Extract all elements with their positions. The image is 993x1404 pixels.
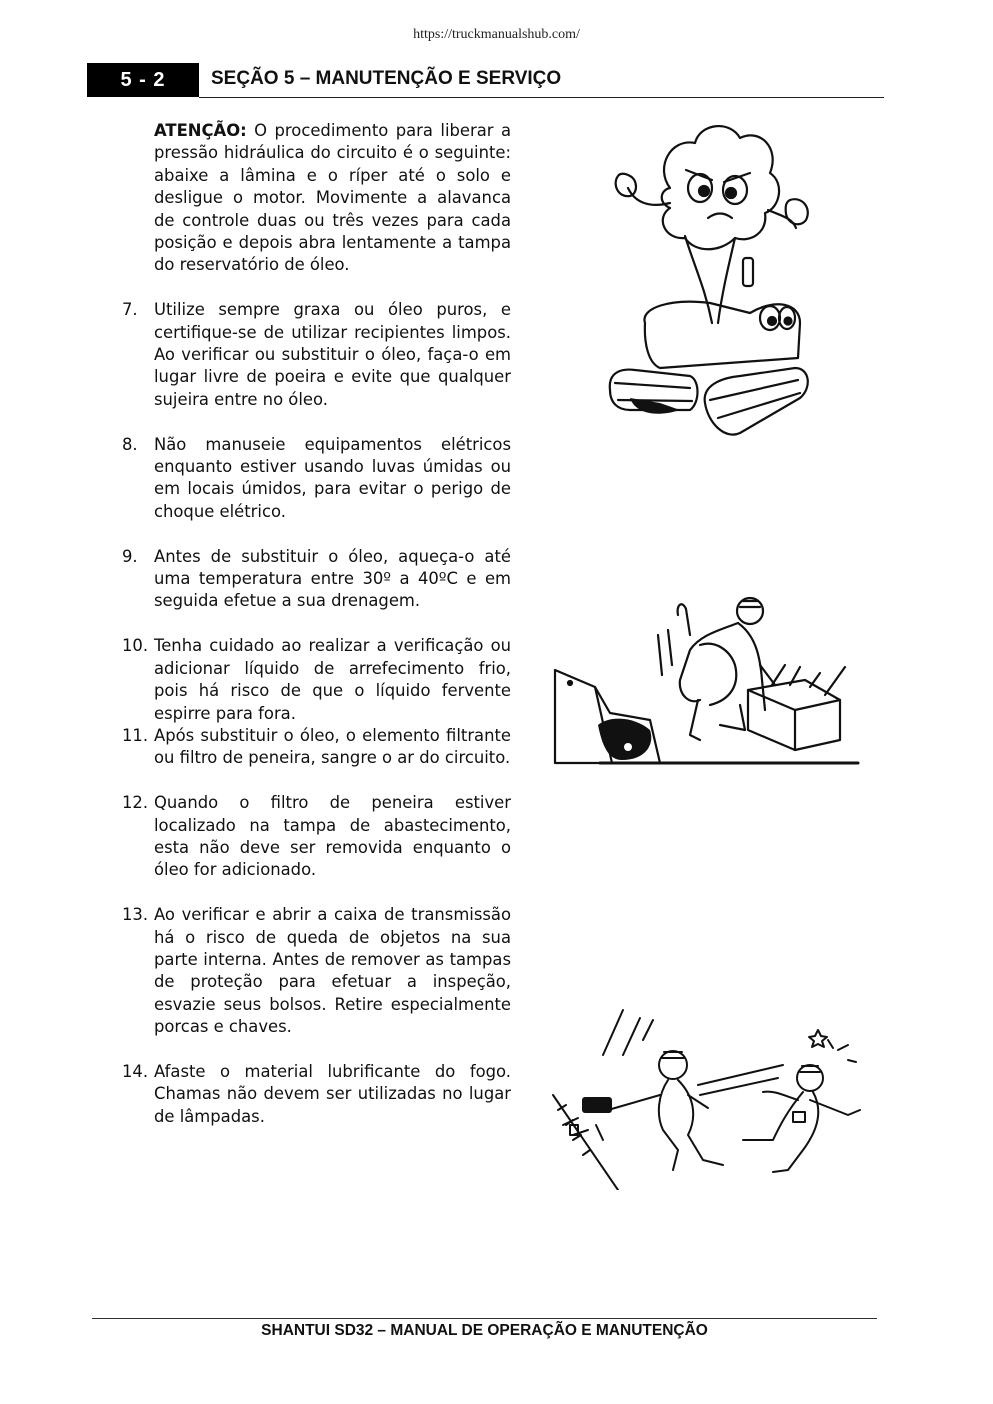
worker-toolbox-illustration bbox=[550, 595, 860, 770]
cloud-bulldozer-illustration bbox=[600, 118, 815, 453]
source-url: https://truckmanualshub.com/ bbox=[413, 27, 580, 42]
section-title: SEÇÃO 5 – MANUTENÇÃO E SERVIÇO bbox=[211, 68, 562, 89]
attention-note bbox=[122, 120, 511, 277]
item-text: Quando o filtro de peneira estiver localizado na tampa de abastecimento, esta não deve ser removida enquanto o óleo for adicionado. bbox=[154, 793, 511, 880]
item-number: 7. bbox=[122, 300, 138, 320]
item-text: Tenha cuidado ao realizar a verificação ou adicionar líquido de arrefecimento frio, pois há risco de que o líquido fervente espirre para fora. bbox=[154, 636, 511, 723]
instructions-column bbox=[122, 120, 511, 1128]
header-rule bbox=[199, 97, 884, 98]
list-item bbox=[122, 434, 511, 524]
item-text: Antes de substituir o óleo, aqueça-o até uma temperatura entre 30º a 40ºC e em seguida efetue a sua drenagem. bbox=[154, 546, 511, 611]
hammer-accident-illustration bbox=[548, 1000, 866, 1190]
list-item bbox=[122, 635, 511, 725]
item-text: Após substituir o óleo, o elemento filtrante ou filtro de peneira, sangre o ar do circuito. bbox=[154, 725, 511, 768]
list-item bbox=[122, 725, 511, 770]
item-number: 11. bbox=[122, 725, 149, 745]
footer-rule bbox=[92, 1318, 877, 1319]
list-item bbox=[122, 904, 511, 1038]
footer-title: SHANTUI SD32 – MANUAL DE OPERAÇÃO E MANUTENÇÃO bbox=[261, 1322, 708, 1339]
list-item bbox=[122, 546, 511, 613]
item-text: Não manuseie equipamentos elétricos enquanto estiver usando luvas úmidas ou em locais úmidos, para evitar o perigo de choque elétrico. bbox=[154, 434, 511, 521]
item-number: 12. bbox=[122, 793, 149, 813]
item-number: 10. bbox=[122, 636, 149, 656]
item-text: Afaste o material lubrificante do fogo. Chamas não devem ser utilizadas no lugar de lâmpadas. bbox=[154, 1061, 511, 1126]
item-text: Ao verificar e abrir a caixa de transmissão há o risco de queda de objetos na sua parte interna. Antes de remover as tampas de proteção para efetuar a inspeção, esvazie seus bolsos. Retire especialmente porcas e chaves. bbox=[154, 905, 511, 1037]
section-number-badge: 5 - 2 bbox=[87, 63, 199, 97]
attention-label: ATENÇÃO: bbox=[154, 121, 247, 140]
list-item bbox=[122, 1061, 511, 1128]
item-text: Utilize sempre graxa ou óleo puros, e certifique-se de utilizar recipientes limpos. Ao verificar ou substituir o óleo, faça-o em lugar livre de poeira e evite que qualquer sujeira entre no óleo. bbox=[154, 300, 511, 409]
item-number: 9. bbox=[122, 546, 138, 566]
item-number: 13. bbox=[122, 905, 149, 925]
item-number: 14. bbox=[122, 1061, 149, 1081]
list-item bbox=[122, 299, 511, 411]
list-item bbox=[122, 792, 511, 882]
attention-text: O procedimento para liberar a pressão hidráulica do circuito é o seguinte: abaixe a lâmina e o ríper até o solo e desligue o motor. Movimente a alavanca de controle duas ou três vezes para cada posição e depois abra lentamente a tampa do reservatório de óleo. bbox=[154, 121, 511, 275]
item-number: 8. bbox=[122, 434, 138, 454]
